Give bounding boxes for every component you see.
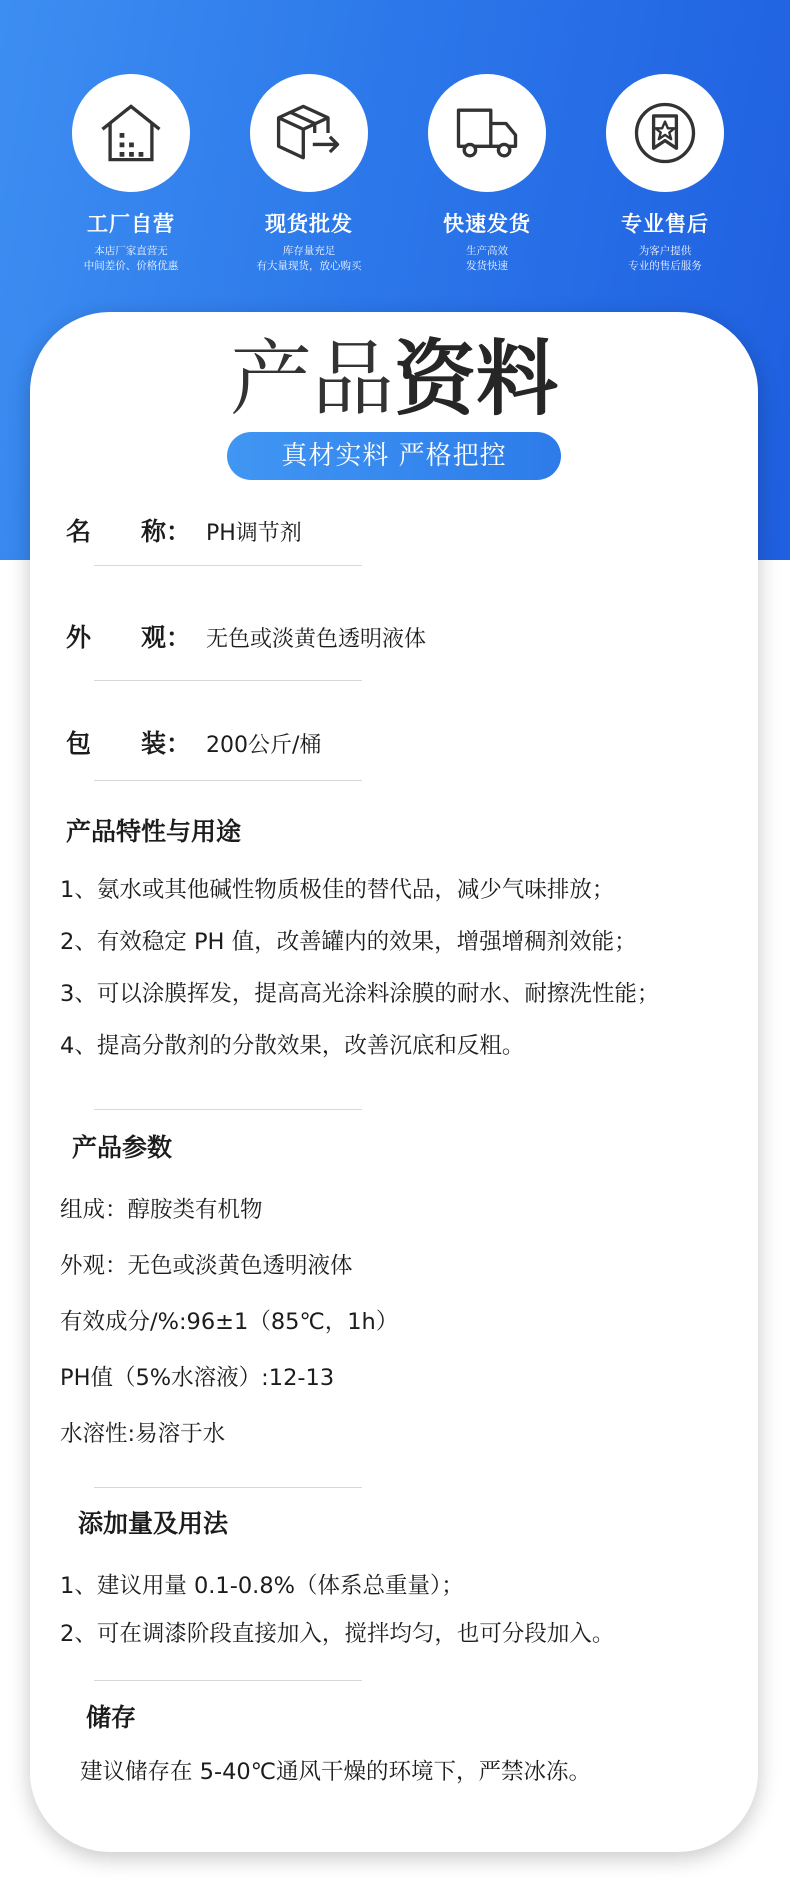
feature-title: 专业售后 <box>621 212 709 236</box>
feature-sub: 库存量充足 <box>282 245 336 257</box>
feature-shipping <box>397 74 577 274</box>
features-section-title: 产品特性与用途 <box>66 817 242 846</box>
divider <box>94 565 362 566</box>
feature-sub: 专业的售后服务 <box>628 260 702 272</box>
factory-icon <box>93 95 169 171</box>
divider <box>94 780 362 781</box>
spec-label: 外 观： <box>66 623 192 652</box>
feature-sub: 中间差价、价格优惠 <box>83 260 179 272</box>
feature-line: 3、可以涂膜挥发，提高高光涂料涂膜的耐水、耐擦洗性能； <box>60 981 660 1007</box>
param-line: 有效成分/%:96±1（85℃，1h） <box>60 1309 399 1335</box>
usage-line: 1、建议用量 0.1-0.8%（体系总重量）； <box>60 1573 464 1599</box>
feature-line: 2、有效稳定 PH 值，改善罐内的效果，增强增稠剂效能； <box>60 929 637 955</box>
usage-section-title: 添加量及用法 <box>78 1509 229 1538</box>
box-icon <box>271 95 347 171</box>
param-line: PH值（5%水溶液）:12-13 <box>60 1365 335 1391</box>
usage-line: 2、可在调漆阶段直接加入，搅拌均匀，也可分段加入。 <box>60 1621 615 1647</box>
param-line: 水溶性:易溶于水 <box>60 1421 226 1447</box>
spec-row-name <box>66 512 302 548</box>
storage-line: 建议储存在 5-40℃通风干燥的环境下，严禁冰冻。 <box>80 1759 591 1785</box>
feature-circle <box>72 74 190 192</box>
feature-title: 工厂自营 <box>87 212 175 236</box>
feature-factory <box>41 74 221 274</box>
param-line: 外观：无色或淡黄色透明液体 <box>60 1253 353 1279</box>
feature-circle <box>606 74 724 192</box>
spec-label: 包 装： <box>66 729 192 758</box>
storage-section-title: 储存 <box>86 1703 137 1732</box>
feature-sub: 本店厂家直营无 <box>94 245 168 257</box>
spec-value: 200公斤/桶 <box>206 733 322 758</box>
spec-value: PH调节剂 <box>206 521 302 546</box>
badge-icon <box>627 95 703 171</box>
quality-pill: 真材实料 严格把控 <box>227 432 561 480</box>
product-info-card <box>30 312 758 1852</box>
feature-sub: 为客户提供 <box>638 245 692 257</box>
feature-line: 4、提高分散剂的分散效果，改善沉底和反粗。 <box>60 1033 525 1059</box>
truck-icon <box>449 95 525 171</box>
feature-circle <box>428 74 546 192</box>
feature-strip <box>0 74 790 274</box>
divider <box>94 1487 362 1488</box>
divider <box>94 1680 362 1681</box>
feature-circle <box>250 74 368 192</box>
spec-row-packaging <box>66 724 321 760</box>
divider <box>94 680 362 681</box>
card-title <box>30 330 758 430</box>
feature-title: 快速发货 <box>443 212 531 236</box>
divider <box>94 1109 362 1110</box>
spec-label: 名 称： <box>66 517 192 546</box>
card-title-light: 产品 <box>229 332 394 427</box>
feature-sub: 发货快速 <box>466 260 508 272</box>
card-title-bold: 资料 <box>394 332 559 427</box>
feature-line: 1、氨水或其他碱性物质极佳的替代品，减少气味排放； <box>60 877 615 903</box>
feature-title: 现货批发 <box>265 212 353 236</box>
spec-row-appearance <box>66 618 426 654</box>
params-section-title: 产品参数 <box>72 1133 173 1162</box>
spec-value: 无色或淡黄色透明液体 <box>206 627 427 652</box>
param-line: 组成：醇胺类有机物 <box>60 1197 263 1223</box>
feature-sub: 有大量现货，放心购买 <box>256 260 362 272</box>
feature-aftersale <box>575 74 755 274</box>
feature-sub: 生产高效 <box>466 245 508 257</box>
feature-stock <box>219 74 399 274</box>
